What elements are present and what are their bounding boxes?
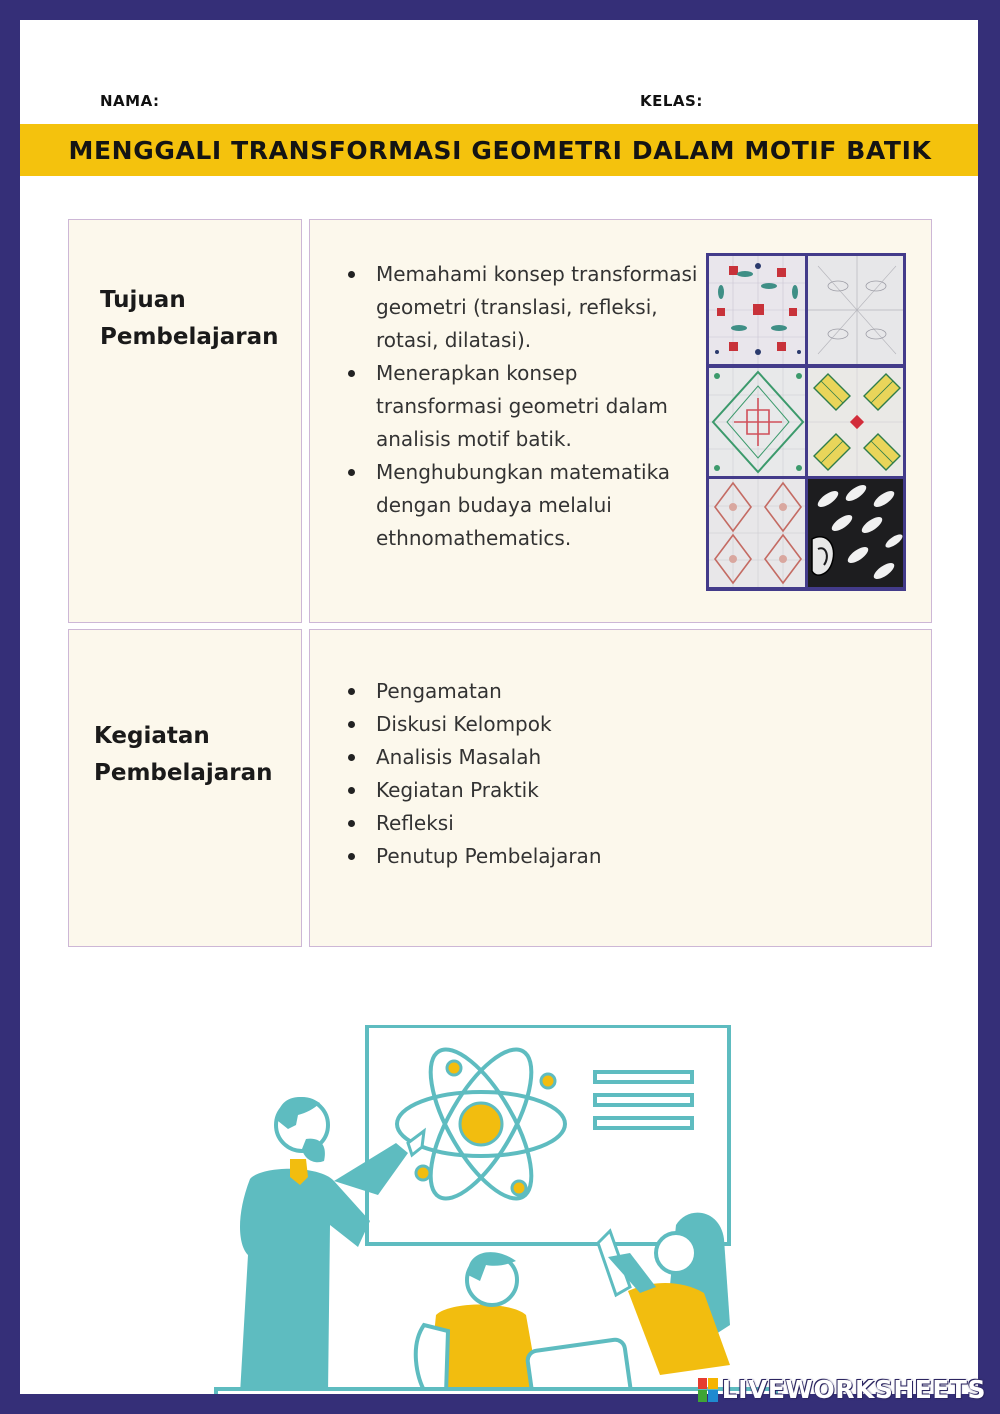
batik-tile-parang [808, 479, 904, 588]
batik-tile-floral [709, 256, 805, 365]
list-item: Pengamatan [340, 675, 740, 708]
tujuan-heading: Tujuan Pembelajaran [100, 287, 279, 350]
classroom-illustration [210, 1025, 810, 1394]
list-item: Penutup Pembelajaran [340, 840, 740, 873]
list-item: Menerapkan konsep transformasi geometri dalam analisis motif batik. [340, 357, 700, 456]
batik-tile-sketch [808, 256, 904, 365]
worksheet-page [20, 20, 978, 1394]
batik-tile-diamond [709, 368, 805, 477]
title-banner [20, 124, 978, 176]
nama-label: NAMA: [100, 92, 160, 110]
batik-motif-collage [706, 253, 906, 591]
batik-tile-lattice [808, 368, 904, 477]
list-item: Diskusi Kelompok [340, 708, 740, 741]
list-item: Analisis Masalah [340, 741, 740, 774]
liveworksheets-watermark [698, 1375, 986, 1404]
page-title: MENGGALI TRANSFORMASI GEOMETRI DALAM MOTIF BATIK [68, 135, 932, 165]
list-item: Menghubungkan matematika dengan budaya melalui ethnomathematics. [340, 456, 700, 555]
list-item: Memahami konsep transformasi geometri (translasi, refleksi, rotasi, dilatasi). [340, 258, 700, 357]
kegiatan-heading: Kegiatan Pembelajaran [94, 723, 273, 786]
list-item: Kegiatan Praktik [340, 774, 740, 807]
batik-tile-diamonds [709, 479, 805, 588]
kegiatan-list [340, 675, 740, 873]
tujuan-heading-cell [68, 219, 302, 623]
liveworksheets-logo-icon [698, 1378, 718, 1402]
kelas-label: KELAS: [640, 92, 703, 110]
student-boy-figure [416, 1252, 632, 1394]
list-item: Refleksi [340, 807, 740, 840]
liveworksheets-logo-text: LIVEWORKSHEETS [721, 1375, 986, 1404]
tujuan-list [340, 258, 700, 555]
